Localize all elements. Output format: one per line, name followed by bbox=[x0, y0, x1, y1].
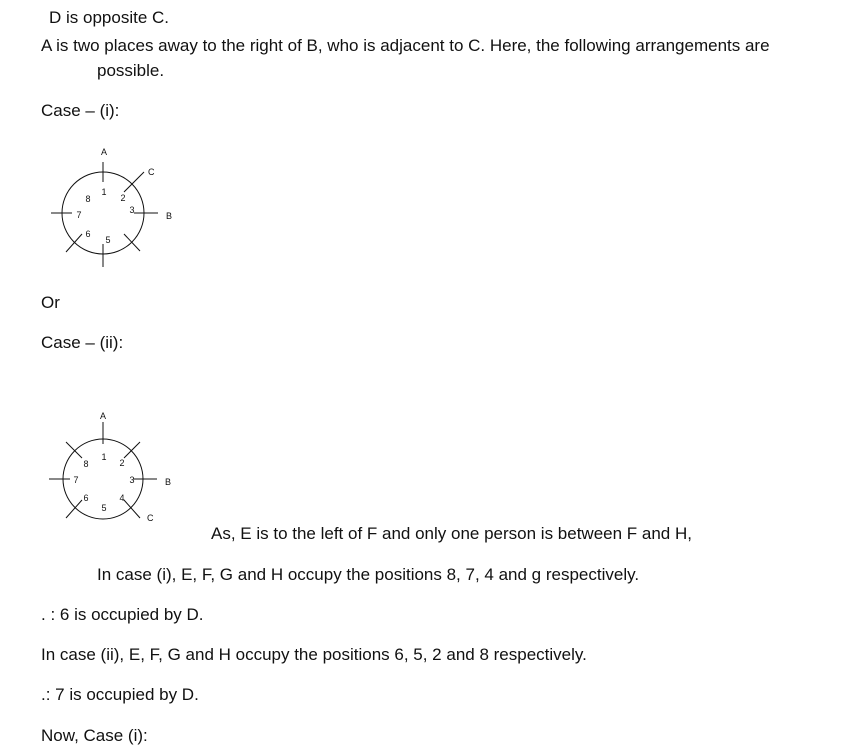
position-8: 8 bbox=[83, 459, 89, 469]
case-ii-heading: Case – (ii): bbox=[41, 333, 124, 352]
text-or: Or bbox=[41, 293, 60, 312]
text-line-8: In case (i), E, F, G and H occupy the positions 8, 7, 4 and g respectively. bbox=[97, 565, 640, 584]
position-3: 3 bbox=[129, 475, 135, 485]
text-line-2: A is two places away to the right of B, who is adjacent to C. Here, the following arrangements are bbox=[41, 36, 770, 55]
outer-label-b: B bbox=[165, 477, 172, 487]
outer-label-c: C bbox=[148, 167, 155, 177]
case-i-heading: Case – (i): bbox=[41, 101, 120, 120]
text-line-7: As, E is to the left of F and only one person is between F and H, bbox=[211, 524, 692, 543]
position-8: 8 bbox=[85, 194, 91, 204]
position-2: 2 bbox=[120, 193, 126, 203]
outer-label-b: B bbox=[166, 211, 173, 221]
position-7: 7 bbox=[76, 210, 82, 220]
position-5: 5 bbox=[105, 235, 111, 245]
position-4: 4 bbox=[119, 493, 125, 503]
text-line-3: possible. bbox=[97, 61, 165, 80]
position-6: 6 bbox=[85, 229, 91, 239]
position-5: 5 bbox=[101, 503, 107, 513]
text-line-9: . : 6 is occupied by D. bbox=[41, 605, 204, 624]
position-6: 6 bbox=[83, 493, 89, 503]
outer-label-a: A bbox=[99, 411, 107, 421]
seating-diagram-case-ii bbox=[40, 408, 190, 538]
seating-diagram-case-i bbox=[40, 140, 190, 280]
position-1: 1 bbox=[101, 452, 107, 462]
outer-label-c: C bbox=[147, 513, 154, 523]
position-3: 3 bbox=[129, 205, 135, 215]
position-2: 2 bbox=[119, 458, 125, 468]
position-1: 1 bbox=[101, 187, 107, 197]
text-line-1: D is opposite C. bbox=[49, 8, 169, 27]
text-line-12: Now, Case (i): bbox=[41, 726, 148, 745]
position-7: 7 bbox=[73, 475, 79, 485]
text-line-10: In case (ii), E, F, G and H occupy the positions 6, 5, 2 and 8 respectively. bbox=[41, 645, 587, 664]
text-line-11: .: 7 is occupied by D. bbox=[41, 685, 199, 704]
outer-label-a: A bbox=[100, 147, 108, 157]
